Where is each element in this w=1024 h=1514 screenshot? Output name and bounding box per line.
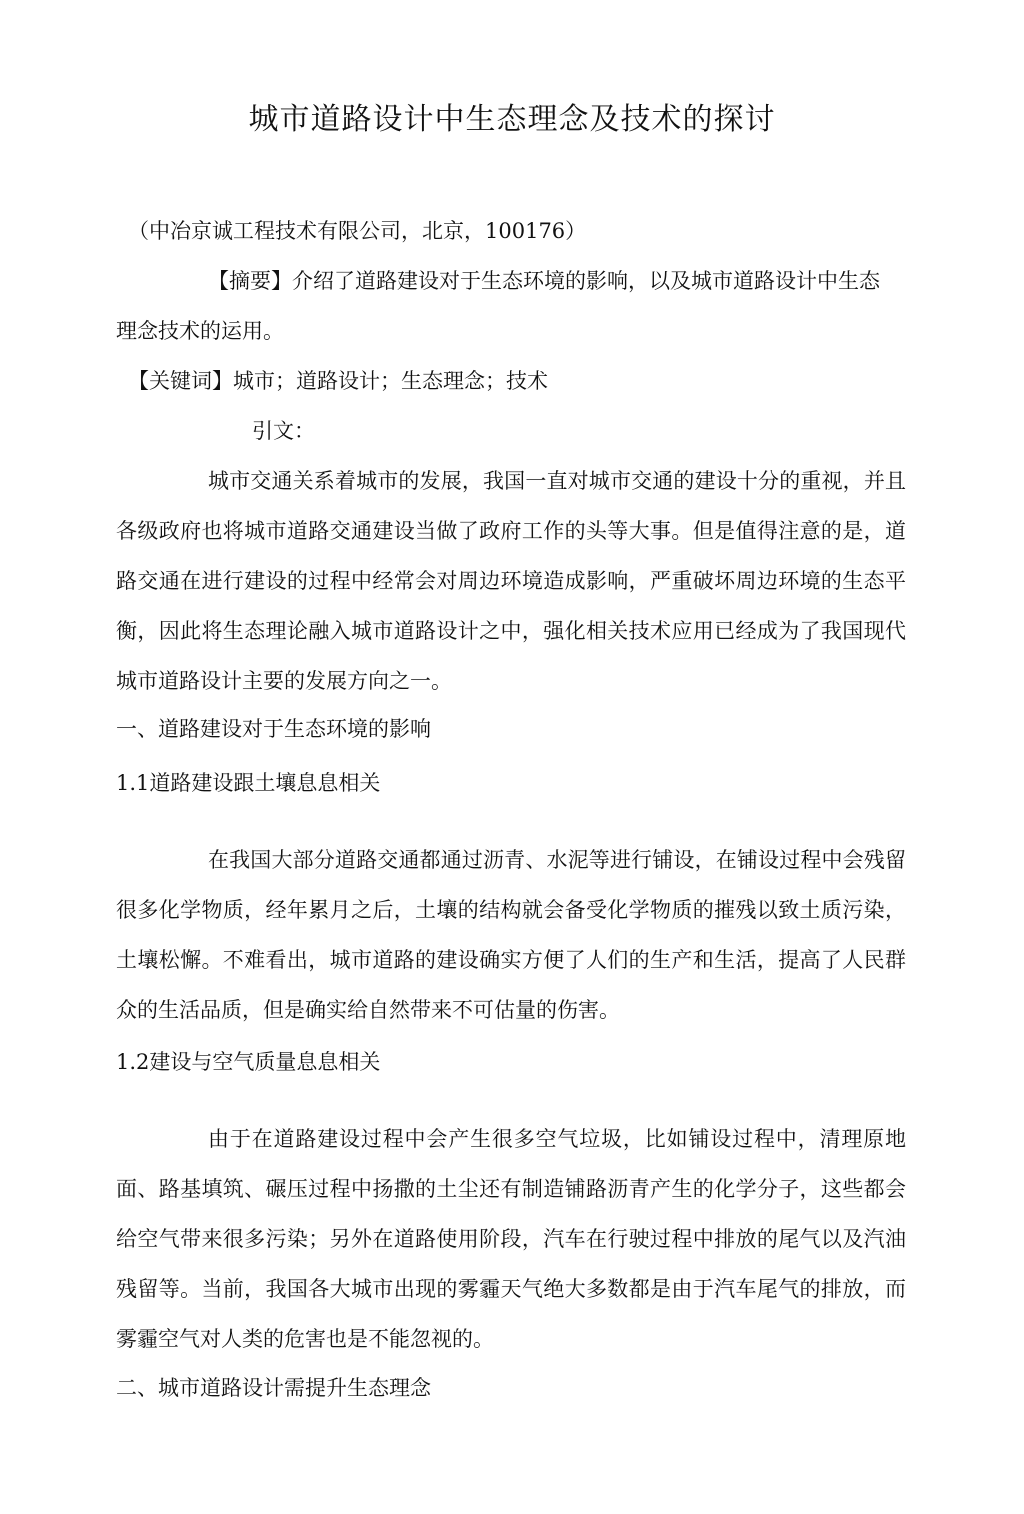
subsection-1-2-paragraph: 由于在道路建设过程中会产生很多空气垃圾，比如铺设过程中，清理原地面、路基填筑、碾压过程中扬撒的土尘还有制造铺路沥青产生的化学分子，这些都会给空气带来很多污染；另外在道路使用阶段，汽车在行驶过程中排放的尾气以及汽油残留等。当前，我国各大城市出现的雾霾天气绝大多数都是由于汽车尾气的排放，而雾霾空气对人类的危害也是不能忽视的。 [116,1127,906,1351]
subsection-1-1-heading: 1.1道路建设跟土壤息息相关 [116,771,381,795]
section-1-heading: 一、道路建设对于生态环境的影响 [116,717,431,741]
intro-paragraph: 城市交通关系着城市的发展，我国一直对城市交通的建设十分的重视，并且各级政府也将城市道路交通建设当做了政府工作的头等大事。但是值得注意的是，道路交通在进行建设的过程中经常会对周边环境造成影响，严重破坏周边环境的生态平衡，因此将生态理论融入城市道路设计之中，强化相关技术应用已经成为了我国现代城市道路设计主要的发展方向之一。 [116,469,906,693]
abstract-line-1: 【摘要】介绍了道路建设对于生态环境的影响，以及城市道路设计中生态 [208,269,880,293]
subsection-1-2-heading: 1.2建设与空气质量息息相关 [116,1050,381,1074]
author-affiliation: （中冶京诚工程技术有限公司，北京，100176） [128,219,587,243]
section-2-heading: 二、城市道路设计需提升生态理念 [116,1376,431,1400]
subsection-1-1-paragraph: 在我国大部分道路交通都通过沥青、水泥等进行铺设，在铺设过程中会残留很多化学物质，经年累月之后，土壤的结构就会备受化学物质的摧残以致土质污染，土壤松懈。不难看出，城市道路的建设确实方便了人们的生产和生活，提高了人民群众的生活品质，但是确实给自然带来不可估量的伤害。 [116,848,906,1022]
keywords-line: 【关键词】城市；道路设计；生态理念；技术 [128,369,548,393]
intro-label: 引文： [252,419,315,443]
abstract-line-2: 理念技术的运用。 [116,319,284,343]
document-title: 城市道路设计中生态理念及技术的探讨 [248,102,776,137]
